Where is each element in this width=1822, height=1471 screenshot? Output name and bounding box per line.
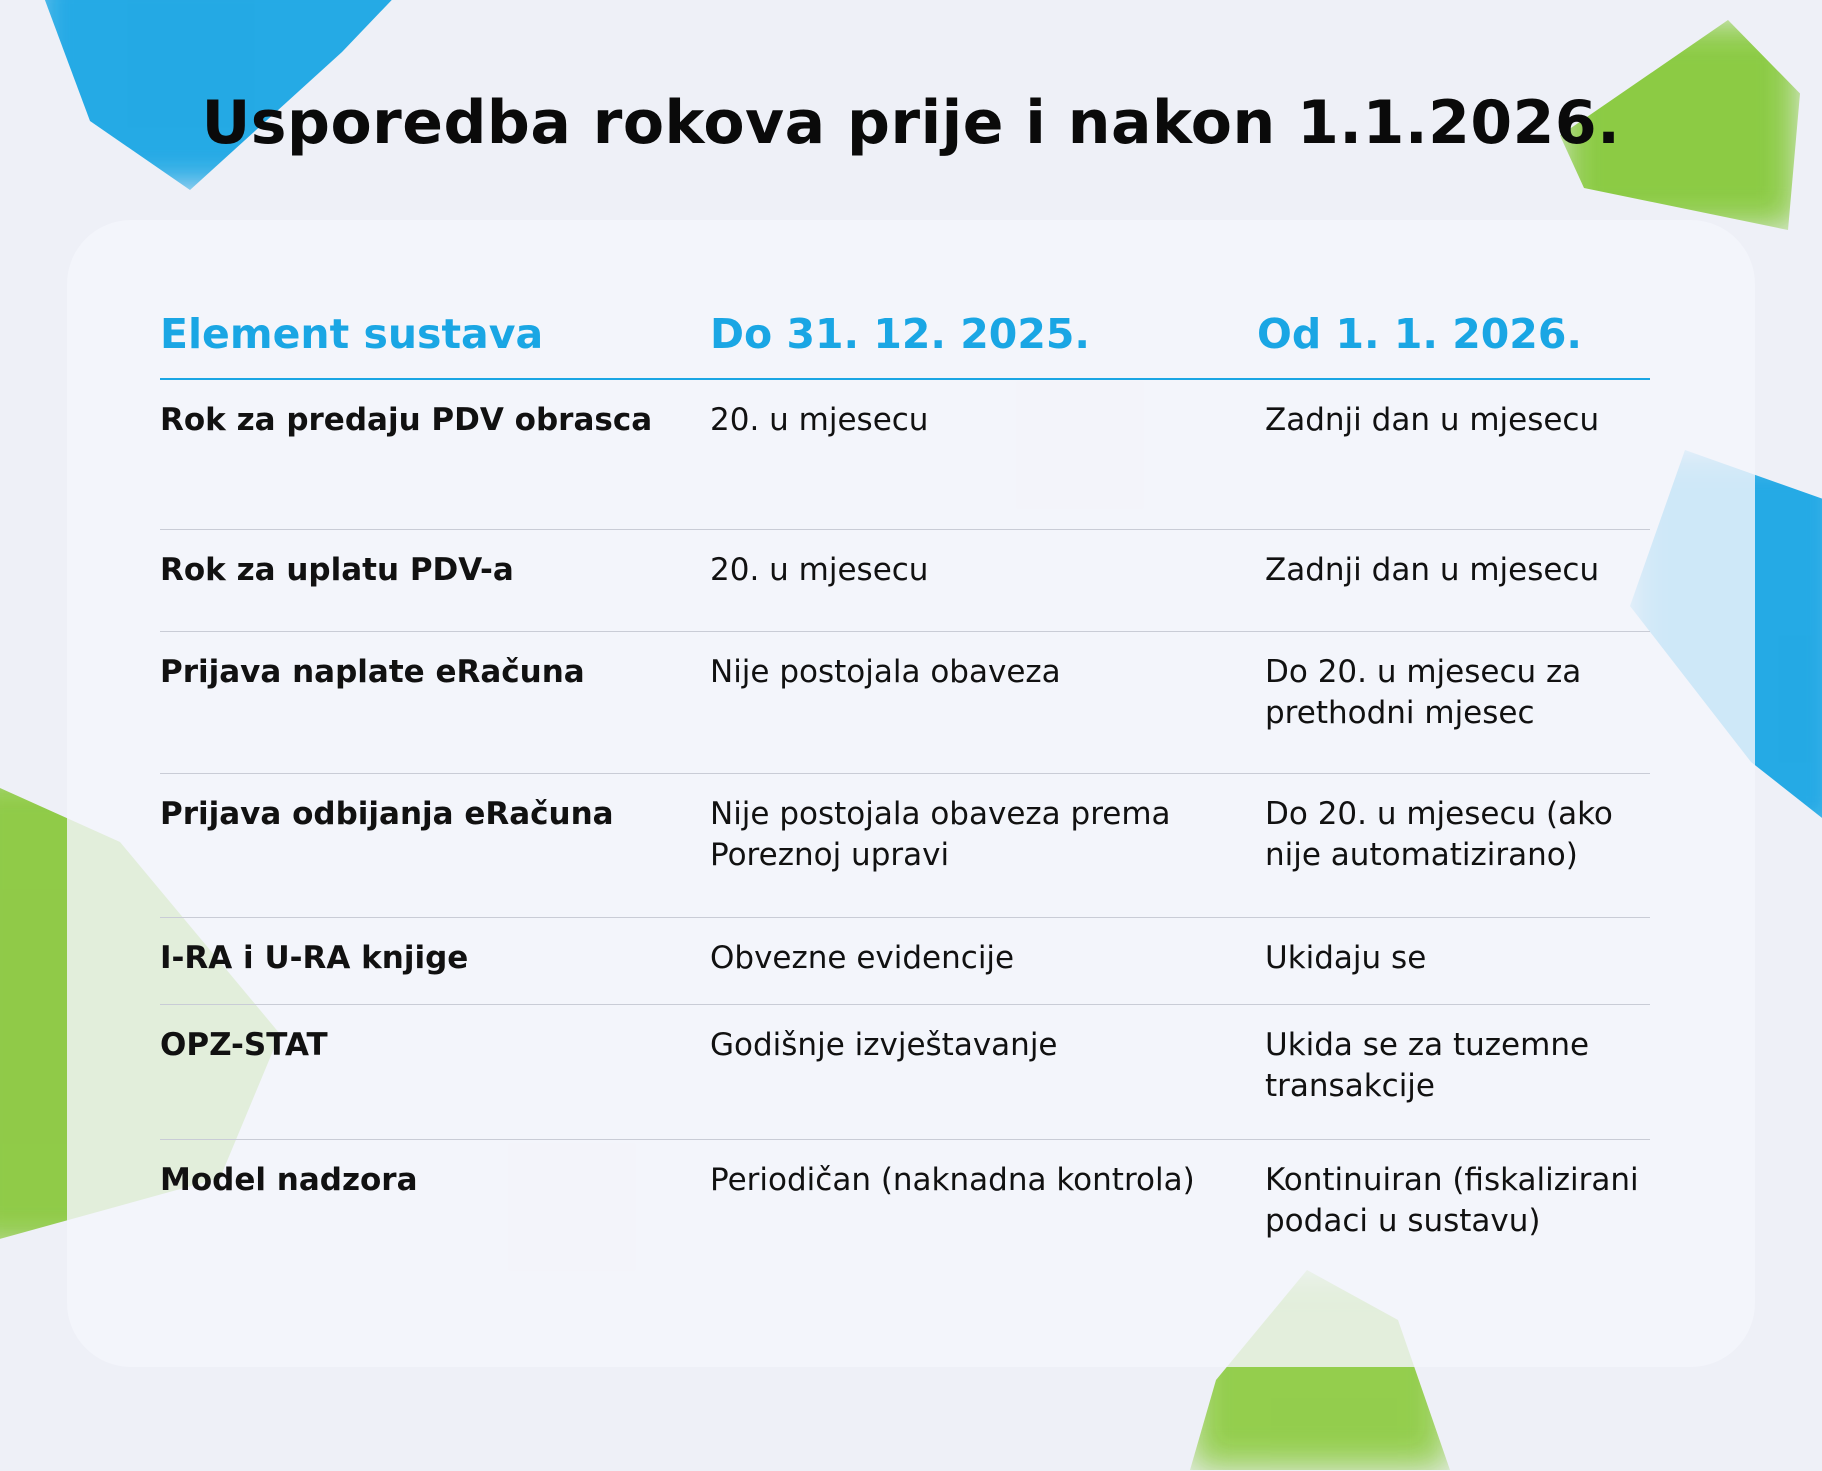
header-before: Do 31. 12. 2025. [710, 310, 1090, 358]
row-before: 20. u mjesecu [710, 552, 929, 588]
row-before: Godišnje izvještavanje [710, 1027, 1058, 1063]
table-row [160, 632, 1650, 774]
table-row [160, 918, 1650, 1005]
row-after: Do 20. u mjesecu (ako nije automatizirano) [1265, 796, 1613, 873]
row-element: I-RA i U-RA knjige [160, 940, 469, 976]
row-before: Periodičan (naknadna kontrola) [710, 1162, 1195, 1198]
row-element: OPZ-STAT [160, 1027, 328, 1063]
row-before: Nije postojala obaveza prema Poreznoj upravi [710, 796, 1171, 873]
row-after: Kontinuiran (fiskalizirani podaci u sustavu) [1265, 1162, 1639, 1239]
page-title: Usporedba rokova prije i nakon 1.1.2026. [201, 88, 1621, 158]
row-before: 20. u mjesecu [710, 402, 929, 438]
row-before: Nije postojala obaveza [710, 654, 1061, 690]
row-before: Obvezne evidencije [710, 940, 1015, 976]
table-row [160, 530, 1650, 632]
row-element: Model nadzora [160, 1162, 418, 1198]
table-header [160, 300, 1650, 380]
row-after: Zadnji dan u mjesecu [1265, 402, 1600, 438]
table-row [160, 1140, 1650, 1315]
row-element: Rok za uplatu PDV-a [160, 552, 514, 588]
header-element: Element sustava [160, 310, 544, 358]
row-element: Prijava odbijanja eRačuna [160, 796, 614, 832]
row-after: Zadnji dan u mjesecu [1265, 552, 1600, 588]
row-after: Ukidaju se [1265, 940, 1427, 976]
table-row [160, 380, 1650, 530]
row-after: Do 20. u mjesecu za prethodni mjesec [1265, 654, 1582, 731]
table-row [160, 774, 1650, 918]
row-element: Rok za predaju PDV obrasca [160, 402, 653, 438]
row-after: Ukida se za tuzemne transakcije [1265, 1027, 1590, 1104]
header-after: Od 1. 1. 2026. [1257, 310, 1582, 358]
row-element: Prijava naplate eRačuna [160, 654, 585, 690]
comparison-table [160, 300, 1650, 1315]
table-row [160, 1005, 1650, 1140]
